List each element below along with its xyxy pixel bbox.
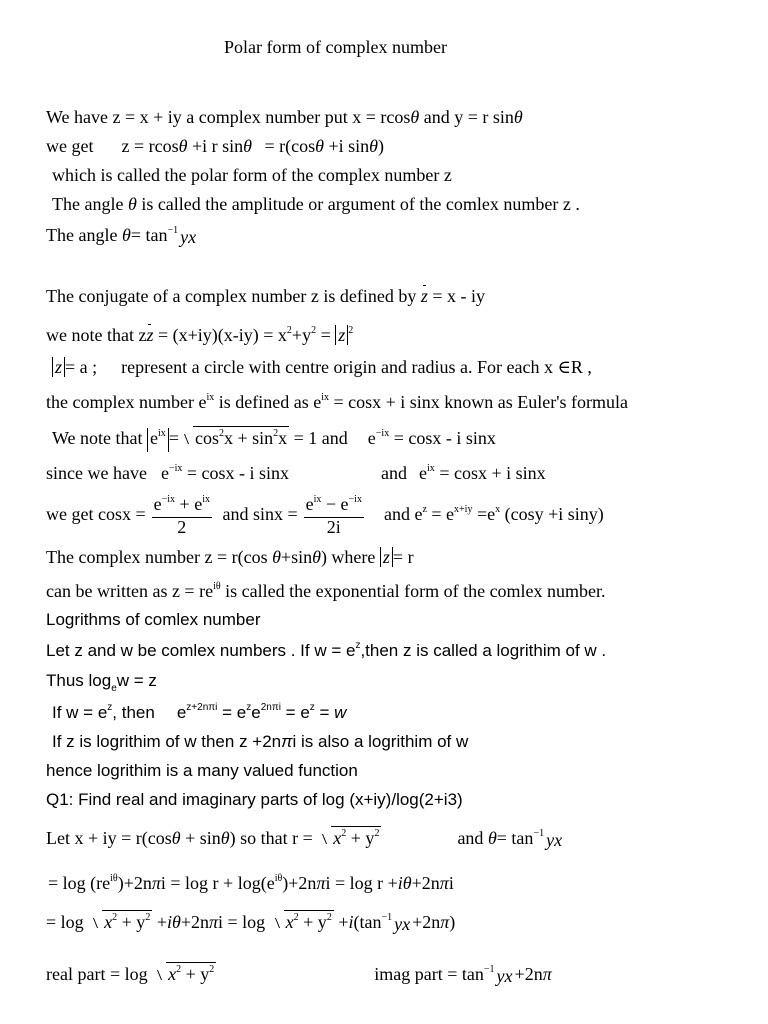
line-multiple-logarithms: If z is logrithim of w then z +2nπi is also a logrithim of w <box>52 732 469 751</box>
line-euler-pair: since we have $e^{-ix} = \cos x - i$ sinx and $e^{ix} = \cos x + i$ sinx <box>46 463 546 483</box>
line-polar-substitution: We have z = x + iy a complex number put x = rcosθ and y = r sinθ <box>46 107 523 127</box>
line-log-notation: Thus $\log_ew = z$ <box>46 671 157 694</box>
line-exponential-form: can be written as $z = re^{i\theta}$ is called the exponential form of the comlex number. <box>46 581 606 601</box>
line-euler-formula: the complex number $e^{ix}$ is defined as $e^{ix} = \cos x + i$ sinx known as Euler's formula <box>46 392 628 412</box>
line-polar-restated: The complex number z = r(cos θ+sinθ) where z = r <box>46 547 414 567</box>
section-heading-logarithms: Logrithms of comlex number <box>46 610 261 629</box>
line-polar-form-note: which is called the polar form of the complex number z <box>52 165 452 185</box>
page-title: Polar form of complex number <box>224 37 447 57</box>
line-conjugate-definition: The conjugate of a complex number z is defined by z = x - iy <box>46 286 486 306</box>
line-many-valued: hence logrithim is a many valued function <box>46 761 358 780</box>
question-1: Q1: Find real and imaginary parts of log (x+iy)/log(2+i3) <box>46 790 463 809</box>
line-modulus-product: we note that zz = $(x+iy)(x-iy) = x^2+y^2 = z$ $^2$ <box>46 325 354 345</box>
line-log-result: = $\log x^2 + y^2 +i\theta+2n\pi i = \log x^2 + y^2 +i(\tan^{-1}$ yx +2nπ) <box>46 910 455 937</box>
line-polar-expression: we get z = rcosθ +i r sinθ = r(cosθ +i sinθ) <box>46 136 384 156</box>
line-cos-sin-exponential: we get cosx = $\frac{e^{-ix} + e^{ix}}{2}$ and sinx = $\frac{e^{ix} - e^{-ix}}{2i}$ and $e^z = e^{x+iy} =e^x$ (cosy +i siny) <box>46 494 604 538</box>
line-circle-equation: z = a ; represent a circle with centre origin and radius a. For each x ∈R , <box>52 356 592 378</box>
line-amplitude-definition: The angle θ is called the amplitude or argument of the comlex number z . <box>52 194 580 214</box>
line-log-expansion: = $\log (re^{i\theta})+2n\pi i = \log r + \log(e^{i\theta})+2n\pi i = \log r +i\theta+2n\pi i$ <box>48 873 454 893</box>
line-unit-modulus: We note that $e^{ix} = \cos^2x + \sin^2x = 1$ and $e^{-ix} = \cos x - i$ sinx <box>52 426 496 453</box>
line-real-imag-parts: real part = $\log x^2 + y^2$ imag part = $\tan^{-1}$ yx +2nπ <box>46 962 552 989</box>
line-angle-formula: The angle $\theta= \tan^{-1}$ yx <box>46 225 197 247</box>
line-q1-substitution: Let x + iy = r(cosθ + sinθ) so that $r = x^2 + y^2$ and $\theta= \tan^{-1}$ yx <box>46 826 564 853</box>
line-logarithm-definition: Let z and w be comlex numbers . If $w = e^z,then$ z is called a logrithim of w . <box>46 640 607 660</box>
line-periodicity: If $w = e^z$, then $e^{z+2n\pi i} = e^ze^{2n\pi i} = e^z = w$ <box>52 702 347 722</box>
